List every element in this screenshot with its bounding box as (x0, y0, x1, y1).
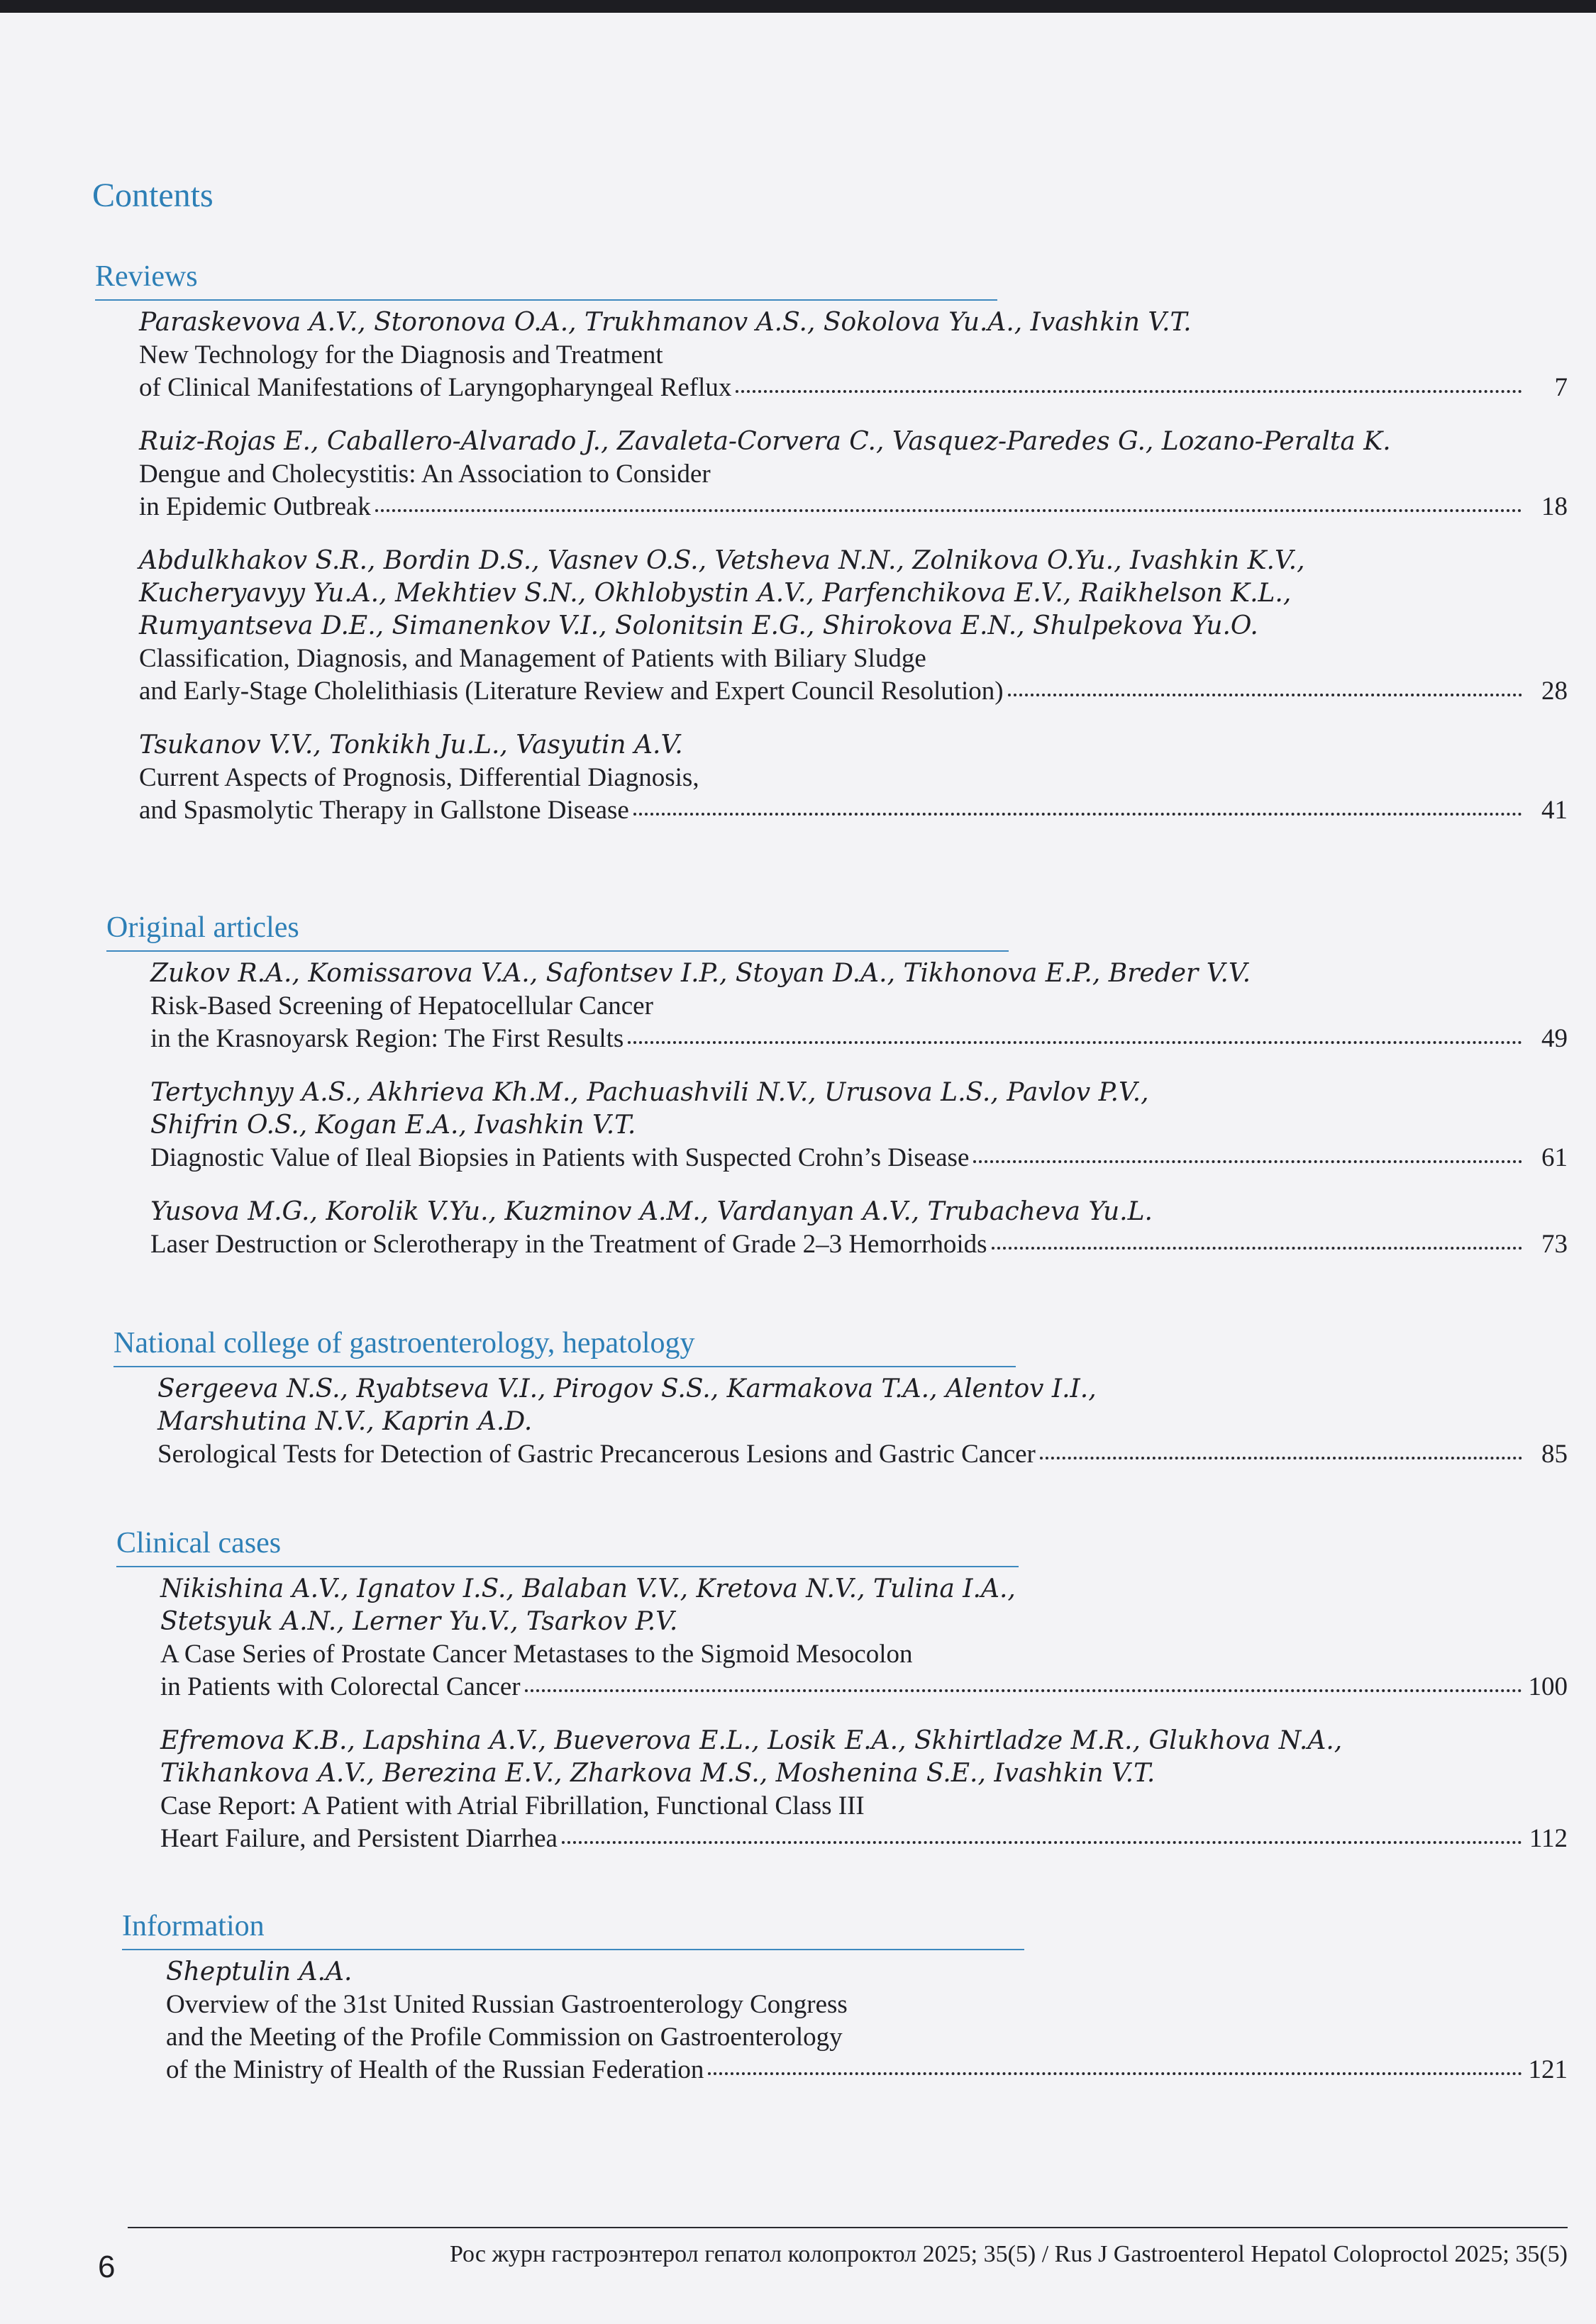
entry-authors: Efremova K.B., Lapshina A.V., Bueverova E.L., Losik E.A., Skhirtladze M.R., Glukhova N.A., Tikhankova A.V., Berezina E.V., Zharkova M.S., Moshenina S.E., Ivashkin V.T. (160, 1726, 1343, 1788)
entry-title-line: A Case Series of Prostate Cancer Metastases to the Sigmoid Mesocolon (160, 1640, 913, 1669)
section-rule (95, 299, 997, 301)
entry-page-number: 61 (1541, 1143, 1568, 1172)
entry-title-text: Serological Tests for Detection of Gastric Precancerous Lesions and Gastric Cancer (157, 1440, 1036, 1469)
entry-title-line: Case Report: A Patient with Atrial Fibrillation, Functional Class III (160, 1791, 865, 1820)
entry-title-text: and Early-Stage Cholelithiasis (Literature Review and Expert Council Resolution) (139, 677, 1004, 706)
entry-title-last-line (150, 1228, 1568, 1261)
entry-page-number: 18 (1541, 492, 1568, 521)
dot-leader (633, 810, 1522, 816)
toc-entry[interactable] (150, 957, 1568, 1055)
entry-title-last-line (139, 794, 1568, 827)
entry-title-line: Classification, Diagnosis, and Management of Patients with Biliary Sludge (139, 644, 926, 673)
toc-entry[interactable] (157, 1373, 1568, 1471)
dot-leader (628, 1038, 1522, 1044)
dot-leader (525, 1686, 1522, 1692)
dot-leader (973, 1157, 1522, 1163)
entry-title-line: and the Meeting of the Profile Commission on Gastroenterology (166, 2023, 843, 2052)
toc-section (122, 1906, 1568, 2108)
dot-leader (708, 2069, 1522, 2075)
entry-title-text: of Clinical Manifestations of Laryngopharyngeal Reflux (139, 373, 732, 402)
page-number: 6 (98, 2250, 116, 2284)
entry-authors: Tertychnyy A.S., Akhrieva Kh.M., Pachuashvili N.V., Urusova L.S., Pavlov P.V., Shifrin O.S., Kogan E.A., Ivashkin V.T. (150, 1078, 1149, 1140)
entry-title-last-line (160, 1671, 1568, 1703)
dot-leader (736, 387, 1522, 393)
entry-title-text: of the Ministry of Health of the Russian Federation (166, 2055, 704, 2084)
dot-leader (562, 1838, 1522, 1844)
entry-title-last-line (160, 1823, 1568, 1855)
entry-authors: Yusova M.G., Korolik V.Yu., Kuzminov A.M., Vardanyan A.V., Trubacheva Yu.L. (150, 1197, 1153, 1226)
entry-title-last-line (166, 2054, 1568, 2086)
dot-leader (375, 506, 1522, 512)
entry-authors: Zukov R.A., Komissarova V.A., Safontsev I.P., Stoyan D.A., Tikhonova E.P., Breder V.V. (150, 959, 1251, 988)
toc-entry[interactable] (150, 1196, 1568, 1261)
section-title-text: National college of gastroenterology, hepatology (113, 1327, 695, 1360)
entry-title-text: Heart Failure, and Persistent Diarrhea (160, 1824, 558, 1853)
section-title (95, 257, 1443, 296)
section-rule (122, 1949, 1024, 1950)
entry-authors: Sergeeva N.S., Ryabtseva V.I., Pirogov S.S., Karmakova T.A., Alentov I.I., Marshutina N.V., Kaprin A.D. (157, 1374, 1097, 1436)
entry-title-line: New Technology for the Diagnosis and Treatment (139, 340, 663, 369)
section-rule (106, 950, 1009, 952)
toc-entry[interactable] (160, 1725, 1568, 1855)
entry-title-line: Dengue and Cholecystitis: An Association to Consider (139, 460, 711, 489)
toc-section (106, 908, 1568, 1282)
entry-title-line: Risk-Based Screening of Hepatocellular Cancer (150, 991, 653, 1021)
entry-title-text: in Epidemic Outbreak (139, 492, 371, 521)
entry-page-number: 28 (1541, 677, 1568, 706)
top-edge-bar (0, 0, 1596, 13)
entry-page-number: 100 (1528, 1672, 1568, 1701)
footer-rule (128, 2227, 1568, 2228)
entry-title-last-line (139, 372, 1568, 404)
entry-title-line: Current Aspects of Prognosis, Differential Diagnosis, (139, 763, 699, 792)
section-title (113, 1323, 1461, 1363)
journal-citation: Рос журн гастроэнтерол гепатол колопроктол 2025; 35(5) / Rus J Gastroenterol Hepatol Coloproctol 2025; 35(5) (449, 2241, 1568, 2267)
section-rule (113, 1366, 1016, 1367)
entry-authors: Tsukanov V.V., Tonkikh Ju.L., Vasyutin A.V. (139, 730, 683, 760)
entry-title-last-line (139, 491, 1568, 523)
toc-entry[interactable] (139, 729, 1568, 827)
toc-entry[interactable] (139, 306, 1568, 404)
toc-entry[interactable] (139, 426, 1568, 523)
toc-section (116, 1523, 1568, 1877)
entry-title-text: Laser Destruction or Sclerotherapy in the Treatment of Grade 2–3 Hemorrhoids (150, 1230, 987, 1259)
entry-title-line: Overview of the 31st United Russian Gastroenterology Congress (166, 1990, 848, 2019)
section-title-text: Information (122, 1910, 265, 1942)
section-title (116, 1523, 1464, 1563)
toc-entry[interactable] (150, 1077, 1568, 1174)
section-title (122, 1906, 1470, 1946)
section-title (106, 908, 1454, 947)
entry-title-last-line (150, 1142, 1568, 1174)
entry-title-text: in the Krasnoyarsk Region: The First Results (150, 1024, 624, 1053)
entry-title-text: in Patients with Colorectal Cancer (160, 1672, 521, 1701)
entry-page-number: 85 (1541, 1440, 1568, 1469)
entry-authors: Sheptulin A.A. (166, 1957, 353, 1986)
toc-section (95, 257, 1568, 848)
entry-authors: Ruiz-Rojas E., Caballero-Alvarado J., Zavaleta-Corvera C., Vasquez-Paredes G., Lozano-Peralta K. (139, 427, 1391, 456)
toc-section (113, 1323, 1568, 1492)
entry-page-number: 7 (1554, 373, 1568, 402)
section-title-text: Reviews (95, 260, 198, 293)
entry-page-number: 41 (1541, 796, 1568, 825)
section-rule (116, 1566, 1019, 1567)
dot-leader (1040, 1454, 1522, 1460)
toc-entry[interactable] (139, 545, 1568, 708)
section-title-text: Original articles (106, 911, 299, 944)
entry-authors: Paraskevova A.V., Storonova O.A., Trukhmanov A.S., Sokolova Yu.A., Ivashkin V.T. (139, 308, 1192, 337)
entry-page-number: 121 (1528, 2055, 1568, 2084)
section-title-text: Clinical cases (116, 1527, 282, 1559)
dot-leader (992, 1244, 1522, 1250)
dot-leader (1008, 691, 1522, 696)
contents-heading: Contents (92, 177, 214, 214)
entry-page-number: 49 (1541, 1024, 1568, 1053)
entry-page-number: 112 (1529, 1824, 1568, 1853)
entry-authors: Abdulkhakov S.R., Bordin D.S., Vasnev O.S., Vetsheva N.N., Zolnikova O.Yu., Ivashkin K.V., Kucheryavyy Yu.A., Mekhtiev S.N., Okhlobystin A.V., Parfenchikova E.V., Raikhelson K.L., Rumyantseva D.E., Simanenkov V.I., Solonitsin E.G., Shirokova E.N., Shulpekova Yu.O. (139, 546, 1305, 640)
entry-authors: Nikishina A.V., Ignatov I.S., Balaban V.V., Kretova N.V., Tulina I.A., Stetsyuk A.N., Lerner Yu.V., Tsarkov P.V. (160, 1574, 1016, 1636)
entry-title-last-line (139, 675, 1568, 708)
entry-title-last-line (157, 1438, 1568, 1471)
entry-title-text: Diagnostic Value of Ileal Biopsies in Patients with Suspected Crohn’s Disease (150, 1143, 970, 1172)
entry-page-number: 73 (1541, 1230, 1568, 1259)
entry-title-last-line (150, 1023, 1568, 1055)
toc-entry[interactable] (160, 1573, 1568, 1703)
entry-title-text: and Spasmolytic Therapy in Gallstone Disease (139, 796, 629, 825)
toc-entry[interactable] (166, 1956, 1568, 2086)
